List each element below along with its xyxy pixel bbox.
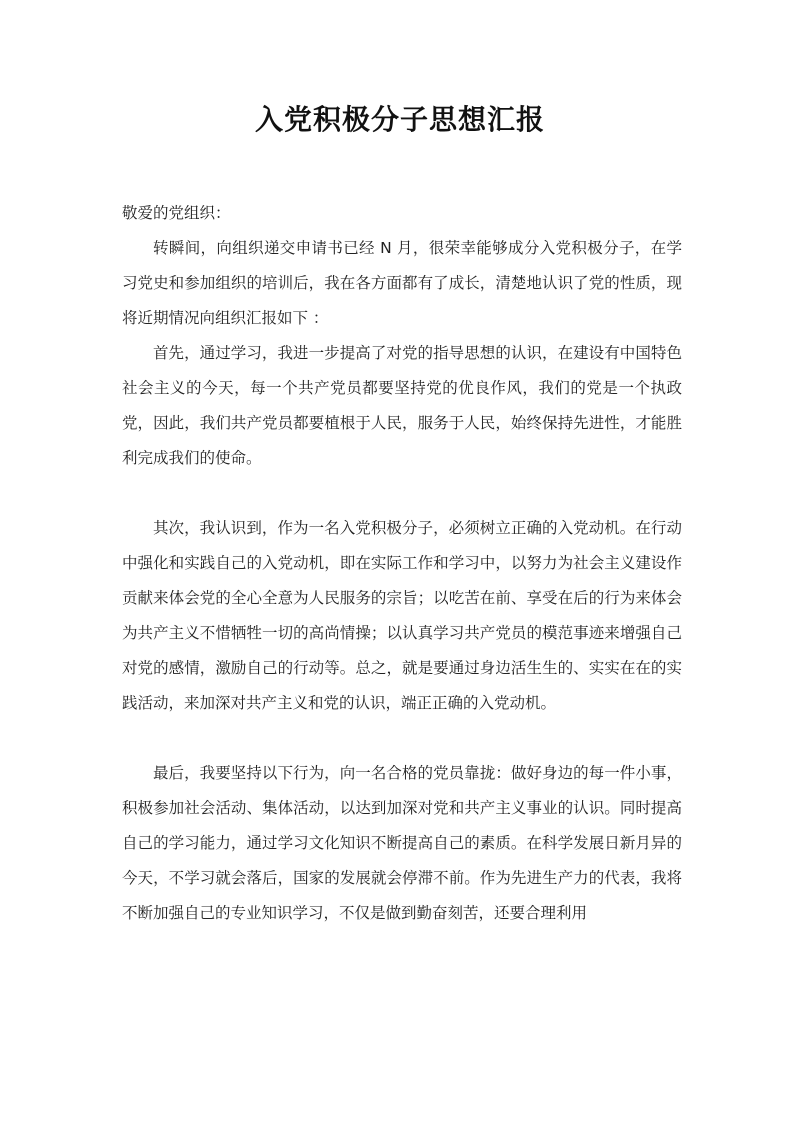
- paragraph-first: 首先，通过学习，我进一步提高了对党的指导思想的认识，在建设有中国特色社会主义的今天，每一个共产党员都要坚持党的优良作风，我们的党是一个执政党，因此，我们共产党员都要植根于人民，服务于人民，始终保持先进性，才能胜利完成我们的使命。: [122, 344, 682, 467]
- paragraph-second: 其次，我认识到，作为一名入党积极分子，必须树立正确的入党动机。在行动中强化和实践自己的入党动机，即在实际工作和学习中，以努力为社会主义建设作贡献来体会党的全心全意为人民服务的宗旨；以吃苦在前、享受在后的行为来体会为共产主义不惜牺牲一切的高尚情操；以认真学习共产党员的模范事迹来增强自己对党的感情，激励自己的行动等。总之，就是要通过身边活生生的、实实在在的实践活动，来加深对共产主义和党的认识，端正正确的入党动机。: [122, 519, 682, 712]
- paragraph-spacer: [122, 721, 682, 756]
- paragraph-third: 最后，我要坚持以下行为，向一名合格的党员靠拢：做好身边的每一件小事，积极参加社会活动、集体活动，以达到加深对党和共产主义事业的认识。同时提高自己的学习能力，通过学习文化知识不断提高自己的素质。在科学发展日新月异的今天，不学习就会落后，国家的发展就会停滞不前。作为先进生产力的代表，我将不断加强自己的专业知识学习，不仅是做到勤奋刻苦，还要合理利用: [122, 764, 682, 922]
- paragraph-intro: 转瞬间，向组织递交申请书已经 N 月，很荣幸能够成分入党积极分子，在学习党史和参加组织的培训后，我在各方面都有了成长，清楚地认识了党的性质，现将近期情况向组织汇报如下 ：: [122, 239, 682, 327]
- paragraph-spacer: [122, 476, 682, 511]
- document-body: [122, 196, 682, 931]
- document-title: 入党积极分子思想汇报: [254, 103, 545, 136]
- salutation: 敬爱的党组织：: [122, 204, 231, 222]
